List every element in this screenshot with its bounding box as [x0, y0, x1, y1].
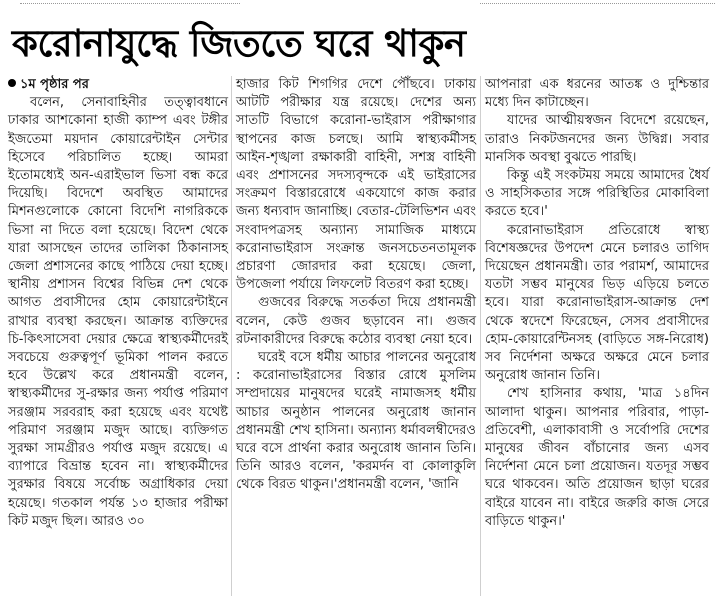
paragraph: করোনাভাইরাস প্রতিরোধে স্বাস্থ্য বিশেষজ্ঞদের উপদেশ মেনে চলারও তাগিদ দিয়েছেন প্রধানমন্ত্রী। তার পরামর্শ, আমাদের যতটা সম্ভব মানুষের ভিড় এড়িয়ে চলতে হবে। যারা করোনাভাইরাস-আক্রান্ত দেশ থেকে স্বদেশে ফিরেছেন, সেসব প্রবাসীদের হোম-কোয়ারেন্টিনসহ (বাড়িতে সঙ্গ-নিরোধ) সব নির্দেশনা অক্ষরে অক্ষরে মেনে চলার অনুরোধ জানান তিনি।	[485, 222, 709, 384]
bullet-icon	[8, 79, 16, 87]
paragraph: যাদের আত্মীয়স্বজন বিদেশে রয়েছেন, তারাও নিকটজনদের জন্য উদ্বিগ্ন। সবার মানসিক অবস্থা বুঝতে পারছি।	[485, 113, 709, 165]
article-column-3	[485, 76, 709, 531]
top-rule-left	[20, 0, 240, 4]
paragraph: হাজার কিট শিগগির দেশে পৌঁছবে। ঢাকায় আটটি পরীক্ষার যন্ত্র রয়েছে। দেশের অন্য সাতটি বিভাগে করোনা-ভাইরাস পরীক্ষাগার স্থাপনের কাজ চলছে। আমি স্বাস্থ্যকর্মীসহ আইন-শৃঙ্খলা রক্ষাকারী বাহিনী, সশস্ত্র বাহিনী এবং প্রশাসনের সদস্যবৃন্দকে এই ভাইরাসের সংক্রমণ বিস্তাররোধে একযোগে কাজ করার জন্য ধন্যবাদ জানাচ্ছি। বেতার-টেলিভিশন এবং সংবাদপত্রসহ অন্যান্য সামাজিক মাধ্যমে করোনাভাইরাস সংক্রান্ত জনসচেতনতামূলক প্রচারণা জোরদার করা হয়েছে। জেলা, উপজেলা পর্যায়ে লিফলেট বিতরণ করা হচ্ছে।	[236, 77, 476, 293]
paragraph: আপনারা এক ধরনের আতঙ্ক ও দুশ্চিন্তার মধ্যে দিন কাটাচ্ছেন।	[485, 77, 709, 111]
article-column-1	[8, 76, 228, 531]
top-rule-right	[480, 0, 715, 4]
article-column-2	[236, 76, 476, 495]
column-divider-2	[480, 76, 481, 596]
column-divider-1	[231, 76, 232, 596]
paragraph: কিন্তু এই সংকটময় সময়ে আমাদের ধৈর্য ও সাহসিকতার সঙ্গে পরিস্থিতির মোকাবিলা করতে হবে।'	[485, 168, 709, 220]
top-strip	[0, 0, 715, 8]
paragraph: বলেন, সেনাবাহিনীর তত্ত্বাবধানে ঢাকার আশকোনা হাজী ক্যাম্প এবং টঙ্গীর ইজতেমা ময়দান কোয়ারেন্টাইন সেন্টার হিসেবে পরিচালিত হচ্ছে। আমরা ইতোমধ্যেই অন-এরাইভাল ভিসা বন্ধ করে দিয়েছি। বিদেশে অবস্থিত আমাদের মিশনগুলোকে কোনো বিদেশি নাগরিককে ভিসা না দিতে বলা হয়েছে। বিদেশ থেকে যারা আসছেন তাদের তালিকা ঠিকানাসহ জেলা প্রশাসনের কাছে পাঠিয়ে দেয়া হচ্ছে। স্থানীয় প্রশাসন বিশ্বের বিভিন্ন দেশ থেকে আগত প্রবাসীদের হোম কোয়ারেন্টাইনে রাখার ব্যবস্থা করছেন। আক্রান্ত ব্যক্তিদের চি-কিৎসাসেবা দেয়ার ক্ষেত্রে স্বাস্থ্যকর্মীদেরই সবচেয়ে গুরুত্বপূর্ণ ভূমিকা পালন করতে হবে উল্লেখ করে প্রধানমন্ত্রী বলেন, স্বাস্থ্যকর্মীদের সু-রক্ষার জন্য পর্যাপ্ত পরিমাণ সরঞ্জাম সরবরাহ করা হয়েছে এবং যথেষ্ট পরিমাণ সরঞ্জাম মজুদ আছে। ব্যক্তিগত সুরক্ষা সামগ্রীরও পর্যাপ্ত মজুদ রয়েছে। এ ব্যাপারে বিভ্রান্ত হবেন না। স্বাস্থ্যকর্মীদের সুরক্ষার বিষয়ে সর্বোচ্চ অগ্রাধিকার দেয়া হয়েছে। গতকাল পর্যন্ত ১৩ হাজার পরীক্ষা কিট মজুদ ছিল। আরও ৩০	[8, 95, 228, 529]
paragraph: শেখ হাসিনার কথায়, 'মাত্র ১৪দিন আলাদা থাকুন। আপনার পরিবার, পাড়া-প্রতিবেশী, এলাকাবাসী ও সর্বোপরি দেশের মানুষের জীবন বাঁচানোর জন্য এসব নির্দেশনা মেনে চলা প্রয়োজন। যতদূর সম্ভব ঘরে থাকবেন। অতি প্রয়োজন ছাড়া ঘরের বাইরে যাবেন না। বাইরে জরুরি কাজ সেরে বাড়িতে থাকুন।'	[485, 386, 709, 529]
article-headline: করোনাযুদ্ধে জিততে ঘরে থাকুন	[12, 22, 466, 65]
continuation-label: ১ম পৃষ্ঠার পর	[20, 77, 89, 92]
paragraph: গুজবের বিরুদ্ধে সতর্কতা দিয়ে প্রধানমন্ত্রী বলেন, কেউ গুজব ছড়াবেন না। গুজব রটনাকারীদের বিরুদ্ধে কঠোর ব্যবস্থা নেয়া হবে।	[236, 295, 476, 347]
paragraph: ঘরেই বসে ধর্মীয় আচার পালনের অনুরোধ : করোনাভাইরাসের বিস্তার রোধে মুসলিম সম্প্রদায়ের মানুষদের ঘরেই নামাজসহ ধর্মীয় আচার অনুষ্ঠান পালনের অনুরোধ জানান প্রধানমন্ত্রী শেখ হাসিনা। অন্যান্য ধর্মাবলম্বীদেরও ঘরে বসে প্রার্থনা করার অনুরোধ জানান তিনি। তিনি আরও বলেন, 'করমর্দন বা কোলাকুলি থেকে বিরত থাকুন।'প্রধানমন্ত্রী বলেন, 'জানি	[236, 350, 476, 493]
continuation-line	[8, 76, 228, 94]
